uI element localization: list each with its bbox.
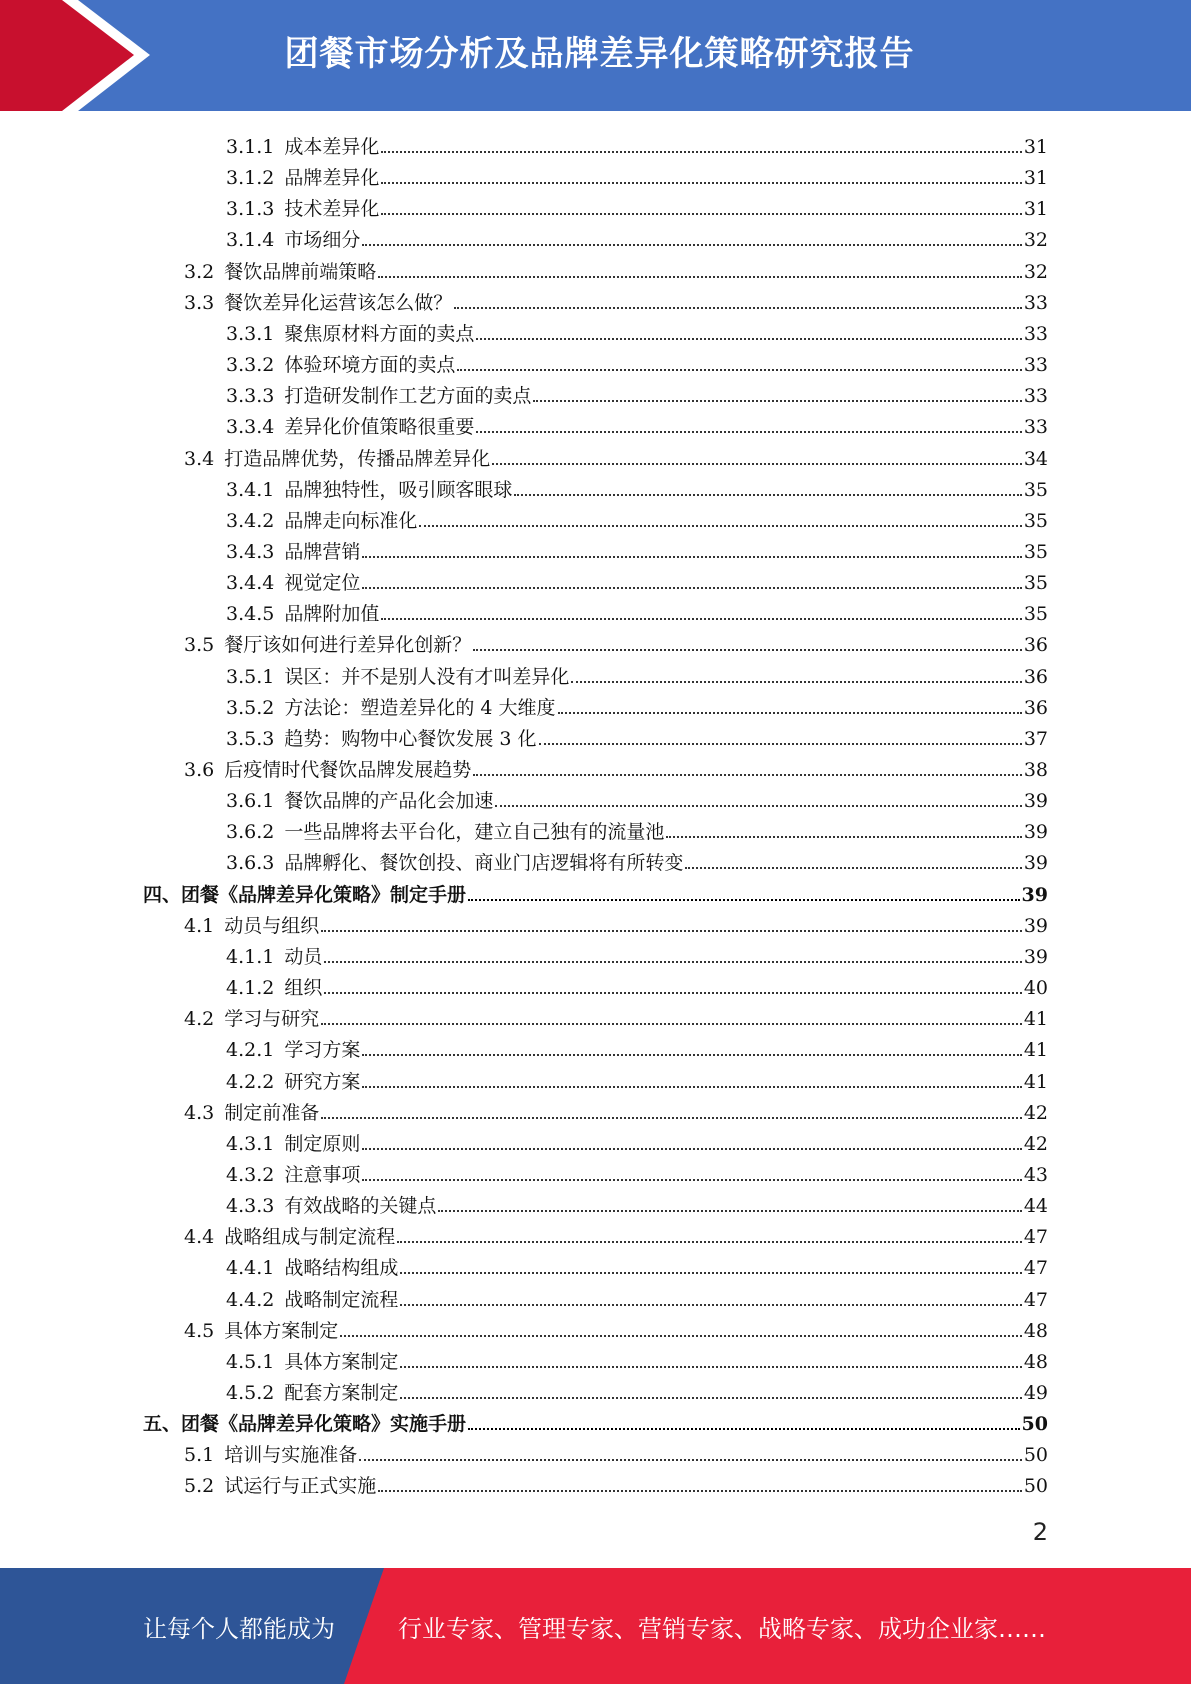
footer-slogan-left: 让每个人都能成为 bbox=[143, 1615, 335, 1643]
toc-entry-number: 3.1.4 bbox=[226, 229, 275, 252]
toc-entry-number: 3.3.3 bbox=[226, 385, 275, 408]
toc-entry-page: 47 bbox=[1023, 1226, 1048, 1249]
toc-entry[interactable] bbox=[226, 502, 1048, 533]
toc-entry-number: 4.5.2 bbox=[226, 1382, 275, 1404]
toc-entry[interactable] bbox=[226, 1374, 1048, 1405]
toc-entry[interactable] bbox=[226, 1249, 1048, 1280]
toc-entry-page: 39 bbox=[1023, 790, 1048, 813]
toc-entry-page: 33 bbox=[1023, 322, 1048, 345]
page-footer bbox=[0, 1568, 1191, 1684]
toc-entry-page: 47 bbox=[1023, 1257, 1048, 1280]
toc-dot-leader bbox=[381, 181, 1021, 184]
toc-entry-title: 方法论：塑造差异化的 4 大维度 bbox=[284, 696, 556, 719]
toc-entry-title: 餐饮差异化运营该怎么做？ bbox=[224, 291, 453, 314]
toc-entry-page: 36 bbox=[1023, 696, 1048, 719]
toc-entry-page: 40 bbox=[1023, 977, 1048, 1000]
toc-entry-number: 4.4 bbox=[184, 1226, 215, 1249]
toc-dot-leader bbox=[400, 1396, 1021, 1399]
toc-entry-page: 49 bbox=[1023, 1382, 1048, 1404]
toc-entry-number: 4.5.1 bbox=[226, 1350, 275, 1373]
toc-entry-title: 差异化价值策略很重要 bbox=[284, 416, 475, 439]
toc-entry-page: 31 bbox=[1023, 198, 1048, 221]
toc-entry-title: 打造研发制作工艺方面的卖点 bbox=[284, 385, 532, 408]
toc-dot-leader bbox=[571, 680, 1021, 683]
footer-slogan-right: 行业专家、管理专家、营销专家、战略专家、成功企业家…… bbox=[398, 1615, 1046, 1643]
toc-entry-page: 44 bbox=[1023, 1195, 1048, 1218]
toc-entry[interactable] bbox=[184, 284, 1048, 315]
toc-dot-leader bbox=[381, 617, 1021, 620]
toc-dot-leader bbox=[397, 1240, 1022, 1243]
toc-dot-leader bbox=[378, 275, 1022, 278]
toc-entry[interactable] bbox=[226, 720, 1048, 751]
toc-entry[interactable] bbox=[226, 658, 1048, 689]
toc-entry-page: 48 bbox=[1023, 1319, 1048, 1342]
toc-entry[interactable] bbox=[226, 1343, 1048, 1374]
toc-entry[interactable] bbox=[226, 813, 1048, 844]
toc-entry[interactable] bbox=[184, 1467, 1048, 1498]
toc-entry-number: 3.1.1 bbox=[226, 136, 275, 158]
toc-entry-title: 餐厅该如何进行差异化创新？ bbox=[224, 634, 472, 657]
toc-entry-page: 42 bbox=[1023, 1132, 1048, 1155]
toc-dot-leader bbox=[468, 1427, 1020, 1430]
toc-entry-title: 配套方案制定 bbox=[284, 1382, 399, 1404]
toc-dot-leader bbox=[381, 150, 1021, 153]
toc-entry-number: 5.1 bbox=[184, 1444, 215, 1467]
toc-entry[interactable] bbox=[226, 408, 1048, 439]
toc-entry-number: 4.1.2 bbox=[226, 977, 275, 1000]
toc-entry-page: 43 bbox=[1023, 1163, 1048, 1186]
toc-entry-title: 战略制定流程 bbox=[284, 1288, 399, 1311]
toc-dot-leader bbox=[362, 1147, 1021, 1150]
toc-dot-leader bbox=[324, 991, 1021, 994]
toc-entry-page: 39 bbox=[1023, 945, 1048, 968]
toc-entry-number: 3.6.3 bbox=[226, 852, 275, 875]
toc-dot-leader bbox=[539, 742, 1022, 745]
toc-entry-page: 31 bbox=[1023, 136, 1048, 158]
toc-entry[interactable] bbox=[226, 346, 1048, 377]
toc-entry-number: 3.3.2 bbox=[226, 354, 275, 377]
toc-entry[interactable] bbox=[184, 253, 1048, 284]
toc-entry-title: 品牌差异化 bbox=[284, 167, 380, 190]
toc-dot-leader bbox=[476, 337, 1021, 340]
toc-dot-leader bbox=[492, 462, 1022, 465]
toc-entry-page: 41 bbox=[1023, 1039, 1048, 1062]
toc-entry-number: 4.3.1 bbox=[226, 1132, 275, 1155]
toc-entry-page: 36 bbox=[1023, 634, 1048, 657]
toc-entry-number: 3.1.3 bbox=[226, 198, 275, 221]
toc-entry[interactable] bbox=[226, 128, 1048, 159]
toc-entry-number: 4.4.2 bbox=[226, 1288, 275, 1311]
toc-entry-page: 33 bbox=[1023, 354, 1048, 377]
toc-entry-number: 4.1 bbox=[184, 914, 215, 937]
toc-entry[interactable] bbox=[226, 190, 1048, 221]
toc-entry-number: 4.2 bbox=[184, 1008, 215, 1031]
toc-dot-leader bbox=[476, 430, 1021, 433]
toc-entry-page: 35 bbox=[1023, 540, 1048, 563]
toc-entry-page: 37 bbox=[1023, 727, 1048, 750]
toc-entry-title: 培训与实施准备 bbox=[224, 1444, 358, 1467]
toc-entry-page: 47 bbox=[1023, 1288, 1048, 1311]
toc-entry-page: 31 bbox=[1023, 167, 1048, 190]
toc-entry-title: 战略结构组成 bbox=[284, 1257, 399, 1280]
toc-entry-title: 视觉定位 bbox=[284, 572, 361, 595]
toc-entry-number: 4.2.2 bbox=[226, 1070, 275, 1093]
toc-entry[interactable] bbox=[226, 1187, 1048, 1218]
toc-dot-leader bbox=[438, 1209, 1021, 1212]
toc-entry[interactable] bbox=[226, 221, 1048, 252]
toc-entry-number: 3.4.4 bbox=[226, 572, 275, 595]
toc-entry-number: 3.4 bbox=[184, 447, 215, 470]
toc-dot-leader bbox=[454, 306, 1022, 309]
toc-entry-title: 动员 bbox=[284, 945, 323, 968]
toc-entry-title: 技术差异化 bbox=[284, 198, 380, 221]
toc-entry-number: 4.3 bbox=[184, 1101, 215, 1124]
toc-entry-title: 五、团餐《品牌差异化策略》实施手册 bbox=[143, 1413, 467, 1436]
toc-entry-title: 市场细分 bbox=[284, 229, 361, 252]
toc-dot-leader bbox=[558, 711, 1022, 714]
toc-entry[interactable] bbox=[143, 1405, 1048, 1436]
toc-entry-page: 50 bbox=[1021, 1413, 1048, 1436]
toc-dot-leader bbox=[362, 1085, 1021, 1088]
toc-entry-page: 35 bbox=[1023, 509, 1048, 532]
toc-entry-title: 有效战略的关键点 bbox=[284, 1195, 437, 1218]
toc-entry[interactable] bbox=[226, 533, 1048, 564]
toc-entry[interactable] bbox=[226, 159, 1048, 190]
toc-entry-page: 33 bbox=[1023, 385, 1048, 408]
toc-dot-leader bbox=[340, 1334, 1022, 1337]
toc-entry-number: 3.6.1 bbox=[226, 790, 275, 813]
toc-dot-leader bbox=[400, 1271, 1021, 1274]
toc-entry-number: 3.6 bbox=[184, 759, 215, 781]
toc-entry-title: 成本差异化 bbox=[284, 136, 380, 158]
toc-entry-title: 四、团餐《品牌差异化策略》制定手册 bbox=[143, 883, 467, 906]
toc-entry-page: 33 bbox=[1023, 291, 1048, 314]
toc-entry-title: 研究方案 bbox=[284, 1070, 361, 1093]
toc-entry[interactable] bbox=[226, 844, 1048, 875]
toc-entry[interactable] bbox=[184, 440, 1048, 471]
toc-dot-leader bbox=[362, 1178, 1021, 1181]
toc-entry[interactable] bbox=[184, 1094, 1048, 1125]
toc-entry-title: 注意事项 bbox=[284, 1163, 361, 1186]
toc-entry-number: 4.5 bbox=[184, 1319, 215, 1342]
toc-dot-leader bbox=[685, 866, 1021, 869]
toc-entry-title: 具体方案制定 bbox=[224, 1319, 339, 1342]
toc-entry-page: 39 bbox=[1023, 852, 1048, 875]
toc-dot-leader bbox=[468, 898, 1020, 901]
toc-dot-leader bbox=[514, 493, 1021, 496]
toc-dot-leader bbox=[362, 586, 1021, 589]
toc-entry-title: 一些品牌将去平台化，建立自己独有的流量池 bbox=[284, 821, 665, 844]
toc-entry[interactable] bbox=[184, 626, 1048, 657]
toc-dot-leader bbox=[362, 243, 1021, 246]
toc-entry-page: 35 bbox=[1023, 572, 1048, 595]
toc-dot-leader bbox=[359, 1458, 1022, 1461]
toc-entry-page: 39 bbox=[1023, 821, 1048, 844]
toc-entry-page: 39 bbox=[1023, 914, 1048, 937]
toc-entry[interactable] bbox=[226, 471, 1048, 502]
toc-entry-title: 品牌附加值 bbox=[284, 603, 380, 626]
toc-entry-title: 品牌孵化、餐饮创投、商业门店逻辑将有所转变 bbox=[284, 852, 684, 875]
toc-entry-number: 3.5 bbox=[184, 634, 215, 657]
toc-entry-title: 品牌独特性，吸引顾客眼球 bbox=[284, 478, 513, 501]
toc-dot-leader bbox=[533, 399, 1021, 402]
toc-dot-leader bbox=[473, 773, 1022, 776]
toc-entry-page: 32 bbox=[1023, 260, 1048, 283]
toc-entry-number: 3.3.4 bbox=[226, 416, 275, 439]
toc-dot-leader bbox=[378, 1489, 1022, 1492]
toc-entry[interactable] bbox=[226, 315, 1048, 346]
toc-entry[interactable] bbox=[184, 1436, 1048, 1467]
toc-entry[interactable] bbox=[226, 1031, 1048, 1062]
toc-entry-number: 4.4.1 bbox=[226, 1257, 275, 1280]
toc-entry-page: 41 bbox=[1023, 1008, 1048, 1031]
toc-entry-number: 4.2.1 bbox=[226, 1039, 275, 1062]
toc-entry-page: 50 bbox=[1023, 1475, 1048, 1498]
toc-entry-number: 3.5.1 bbox=[226, 665, 275, 688]
toc-entry-title: 具体方案制定 bbox=[284, 1350, 399, 1373]
toc-entry-title: 品牌走向标准化 bbox=[284, 509, 418, 532]
toc-dot-leader bbox=[321, 1116, 1022, 1119]
toc-entry-page: 32 bbox=[1023, 229, 1048, 252]
toc-entry-title: 打造品牌优势，传播品牌差异化 bbox=[224, 447, 491, 470]
toc-dot-leader bbox=[324, 960, 1021, 963]
toc-entry[interactable] bbox=[184, 1000, 1048, 1031]
toc-dot-leader bbox=[321, 929, 1022, 932]
toc-entry[interactable] bbox=[184, 751, 1048, 782]
toc-entry-number: 3.4.2 bbox=[226, 509, 275, 532]
toc-entry-title: 聚焦原材料方面的卖点 bbox=[284, 322, 475, 345]
toc-entry-number: 3.5.2 bbox=[226, 696, 275, 719]
toc-entry-number: 3.4.1 bbox=[226, 478, 275, 501]
toc-entry[interactable] bbox=[184, 1312, 1048, 1343]
toc-entry-number: 3.6.2 bbox=[226, 821, 275, 844]
toc-entry[interactable] bbox=[226, 377, 1048, 408]
toc-entry-number: 4.1.1 bbox=[226, 945, 275, 968]
toc-entry-page: 38 bbox=[1023, 759, 1048, 781]
toc-entry-title: 学习方案 bbox=[284, 1039, 361, 1062]
toc-entry[interactable] bbox=[226, 595, 1048, 626]
toc-entry-page: 35 bbox=[1023, 603, 1048, 626]
toc-entry-title: 学习与研究 bbox=[224, 1008, 320, 1031]
toc-dot-leader bbox=[400, 1303, 1021, 1306]
toc-entry-page: 36 bbox=[1023, 665, 1048, 688]
toc-entry-title: 后疫情时代餐饮品牌发展趋势 bbox=[224, 759, 472, 781]
toc-dot-leader bbox=[362, 555, 1021, 558]
toc-entry[interactable] bbox=[226, 1156, 1048, 1187]
toc-entry[interactable] bbox=[226, 1281, 1048, 1312]
toc-entry[interactable] bbox=[143, 876, 1048, 907]
toc-entry[interactable] bbox=[226, 1063, 1048, 1094]
toc-entry-number: 3.3 bbox=[184, 291, 215, 314]
toc-entry-page: 42 bbox=[1023, 1101, 1048, 1124]
toc-entry-page: 35 bbox=[1023, 478, 1048, 501]
toc-entry-title: 制定前准备 bbox=[224, 1101, 320, 1124]
toc-entry-page: 50 bbox=[1023, 1444, 1048, 1467]
toc-entry-title: 动员与组织 bbox=[224, 914, 320, 937]
toc-entry-title: 制定原则 bbox=[284, 1132, 361, 1155]
toc-entry-page: 33 bbox=[1023, 416, 1048, 439]
toc-entry-title: 误区：并不是别人没有才叫差异化 bbox=[284, 665, 570, 688]
toc-entry[interactable] bbox=[184, 1218, 1048, 1249]
toc-entry[interactable] bbox=[226, 564, 1048, 595]
toc-entry-page: 41 bbox=[1023, 1070, 1048, 1093]
toc-entry-title: 餐饮品牌的产品化会加速 bbox=[284, 790, 494, 813]
toc-entry-number: 3.5.3 bbox=[226, 727, 275, 750]
toc-entry-page: 34 bbox=[1023, 447, 1048, 470]
header-title: 团餐市场分析及品牌差异化策略研究报告 bbox=[284, 34, 915, 74]
toc-entry-title: 品牌营销 bbox=[284, 540, 361, 563]
toc-entry-title: 试运行与正式实施 bbox=[224, 1475, 377, 1498]
toc-entry[interactable] bbox=[226, 1125, 1048, 1156]
toc-entry-number: 5.2 bbox=[184, 1475, 215, 1498]
toc-entry-number: 4.3.2 bbox=[226, 1163, 275, 1186]
toc-entry-title: 餐饮品牌前端策略 bbox=[224, 260, 377, 283]
toc-entry-page: 39 bbox=[1021, 883, 1048, 906]
toc-entry[interactable] bbox=[184, 907, 1048, 938]
toc-entry-number: 3.4.3 bbox=[226, 540, 275, 563]
toc-entry[interactable] bbox=[226, 782, 1048, 813]
toc-entry-title: 趋势：购物中心餐饮发展 3 化 bbox=[284, 727, 537, 750]
toc-dot-leader bbox=[495, 804, 1021, 807]
toc-dot-leader bbox=[666, 835, 1021, 838]
toc-entry-number: 3.3.1 bbox=[226, 322, 275, 345]
toc-dot-leader bbox=[473, 648, 1022, 651]
toc-entry-title: 战略组成与制定流程 bbox=[224, 1226, 396, 1249]
toc-dot-leader bbox=[362, 1053, 1021, 1056]
toc-entry-number: 4.3.3 bbox=[226, 1195, 275, 1218]
toc-dot-leader bbox=[457, 368, 1021, 371]
toc-entry-title: 体验环境方面的卖点 bbox=[284, 354, 456, 377]
toc-entry-number: 3.2 bbox=[184, 260, 215, 283]
page-header bbox=[0, 0, 1191, 111]
toc-entry[interactable] bbox=[226, 938, 1048, 969]
toc-dot-leader bbox=[419, 524, 1021, 527]
toc-entry-number: 3.1.2 bbox=[226, 167, 275, 190]
toc-dot-leader bbox=[321, 1022, 1022, 1025]
toc-entry-number: 3.4.5 bbox=[226, 603, 275, 626]
toc-dot-leader bbox=[400, 1365, 1021, 1368]
toc-entry[interactable] bbox=[226, 969, 1048, 1000]
toc-entry-page: 48 bbox=[1023, 1350, 1048, 1373]
toc-dot-leader bbox=[381, 212, 1021, 215]
page-number: 2 bbox=[1032, 1518, 1048, 1546]
toc-entry-title: 组织 bbox=[284, 977, 323, 1000]
toc-entry[interactable] bbox=[226, 689, 1048, 720]
